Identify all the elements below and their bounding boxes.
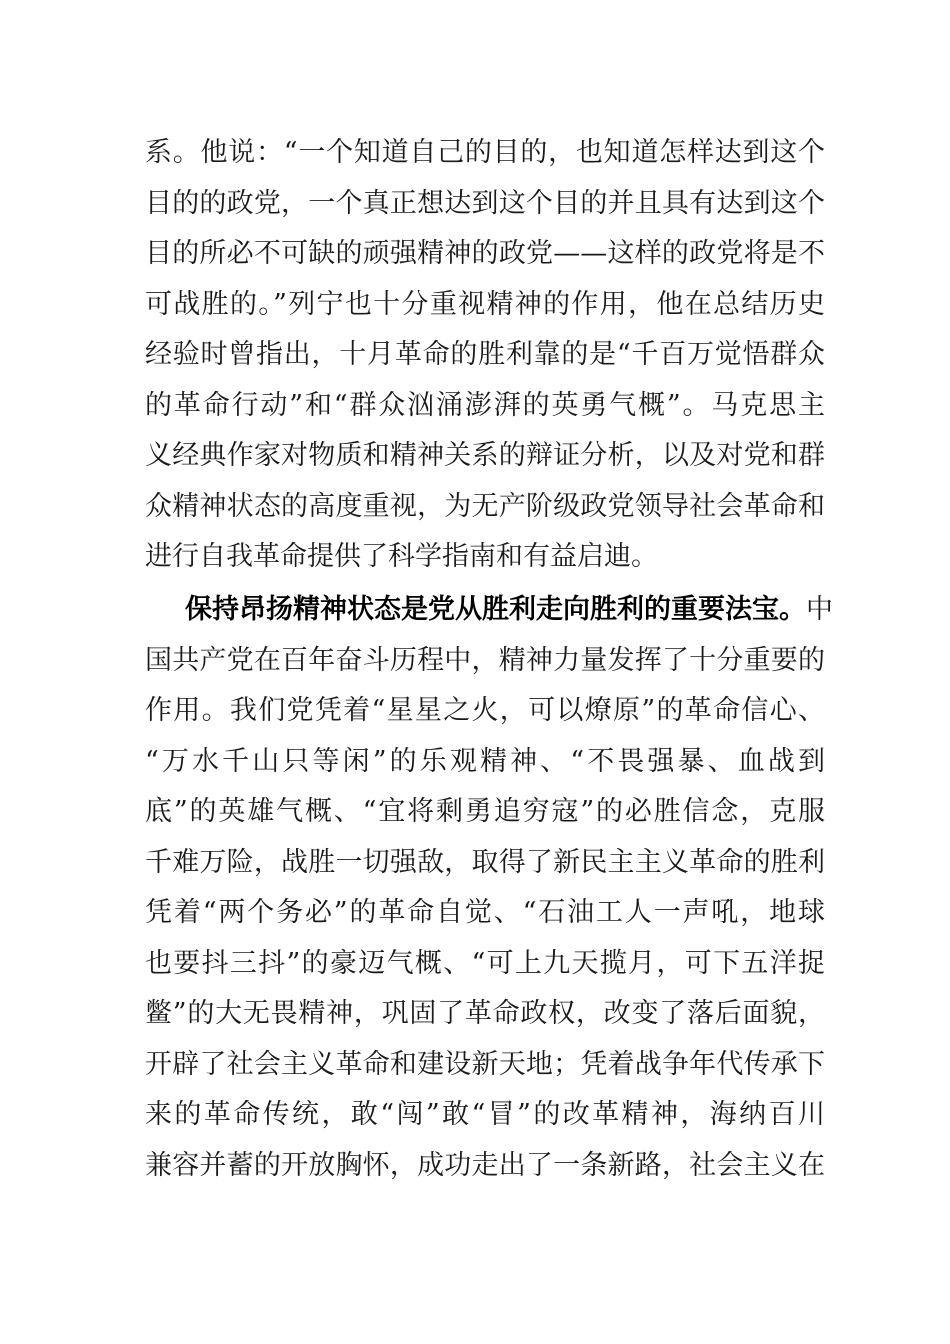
paragraph-line: 目的的政党，一个真正想达到这个目的并且具有达到这个	[145, 187, 825, 219]
paragraph-1	[145, 128, 825, 583]
paragraph-line: 兼容并蓄的开放胸怀，成功走出了一条新路，社会主义在	[145, 1149, 825, 1181]
paragraph-line: 经验时曾指出，十月革命的胜利靠的是“千百万觉悟群众	[145, 339, 825, 370]
paragraph-text: 中	[806, 594, 833, 625]
paragraph-line: 鳖”的大无畏精神，巩固了革命政权，改变了落后面貌，	[145, 998, 825, 1029]
paragraph-line: 义经典作家对物质和精神关系的辩证分析，以及对党和群	[145, 440, 825, 471]
paragraph-line: 国共产党在百年奋斗历程中，精神力量发挥了十分重要的	[145, 644, 825, 676]
paragraph-line: 也要抖三抖”的豪迈气概、“可上九天揽月，可下五洋捉	[145, 947, 825, 979]
paragraph-line: 可战胜的。”列宁也十分重视精神的作用，他在总结历史	[145, 288, 825, 320]
paragraph-line: “万水千山只等闲”的乐观精神、“不畏强暴、血战到	[145, 745, 825, 777]
paragraph-line: 系。他说：“一个知道自己的目的，也知道怎样达到这个	[145, 137, 825, 168]
paragraph-line: 进行自我革命提供了科学指南和有益启迪。	[145, 541, 658, 572]
paragraph-line: 目的所必不可缺的顽强精神的政党——这样的政党将是不	[145, 238, 825, 269]
paragraph-2	[145, 585, 833, 1191]
paragraph-line: 凭着“两个务必”的革命自觉、“石油工人一声吼，地球	[145, 897, 825, 928]
paragraph-line: 的革命行动”和“群众汹涌澎湃的英勇气概”。马克思主	[145, 389, 825, 421]
paragraph-line: 作用。我们党凭着“星星之火，可以燎原”的革命信心、	[145, 695, 825, 726]
paragraph-line: 开辟了社会主义革命和建设新天地；凭着战争年代传承下	[145, 1048, 825, 1080]
paragraph-heading: 保持昂扬精神状态是党从胜利走向胜利的重要法宝。	[185, 594, 806, 625]
paragraph-line: 来的革命传统，敢“闯”敢“冒”的改革精神，海纳百川	[145, 1099, 825, 1130]
paragraph-line: 底”的英雄气概、“宜将剩勇追穷寇”的必胜信念，克服	[145, 796, 825, 827]
paragraph-line: 众精神状态的高度重视，为无产阶级政党领导社会革命和	[145, 490, 825, 522]
paragraph-first-line	[145, 585, 833, 636]
paragraph-line: 千难万险，战胜一切强敌，取得了新民主主义革命的胜利	[145, 846, 825, 878]
